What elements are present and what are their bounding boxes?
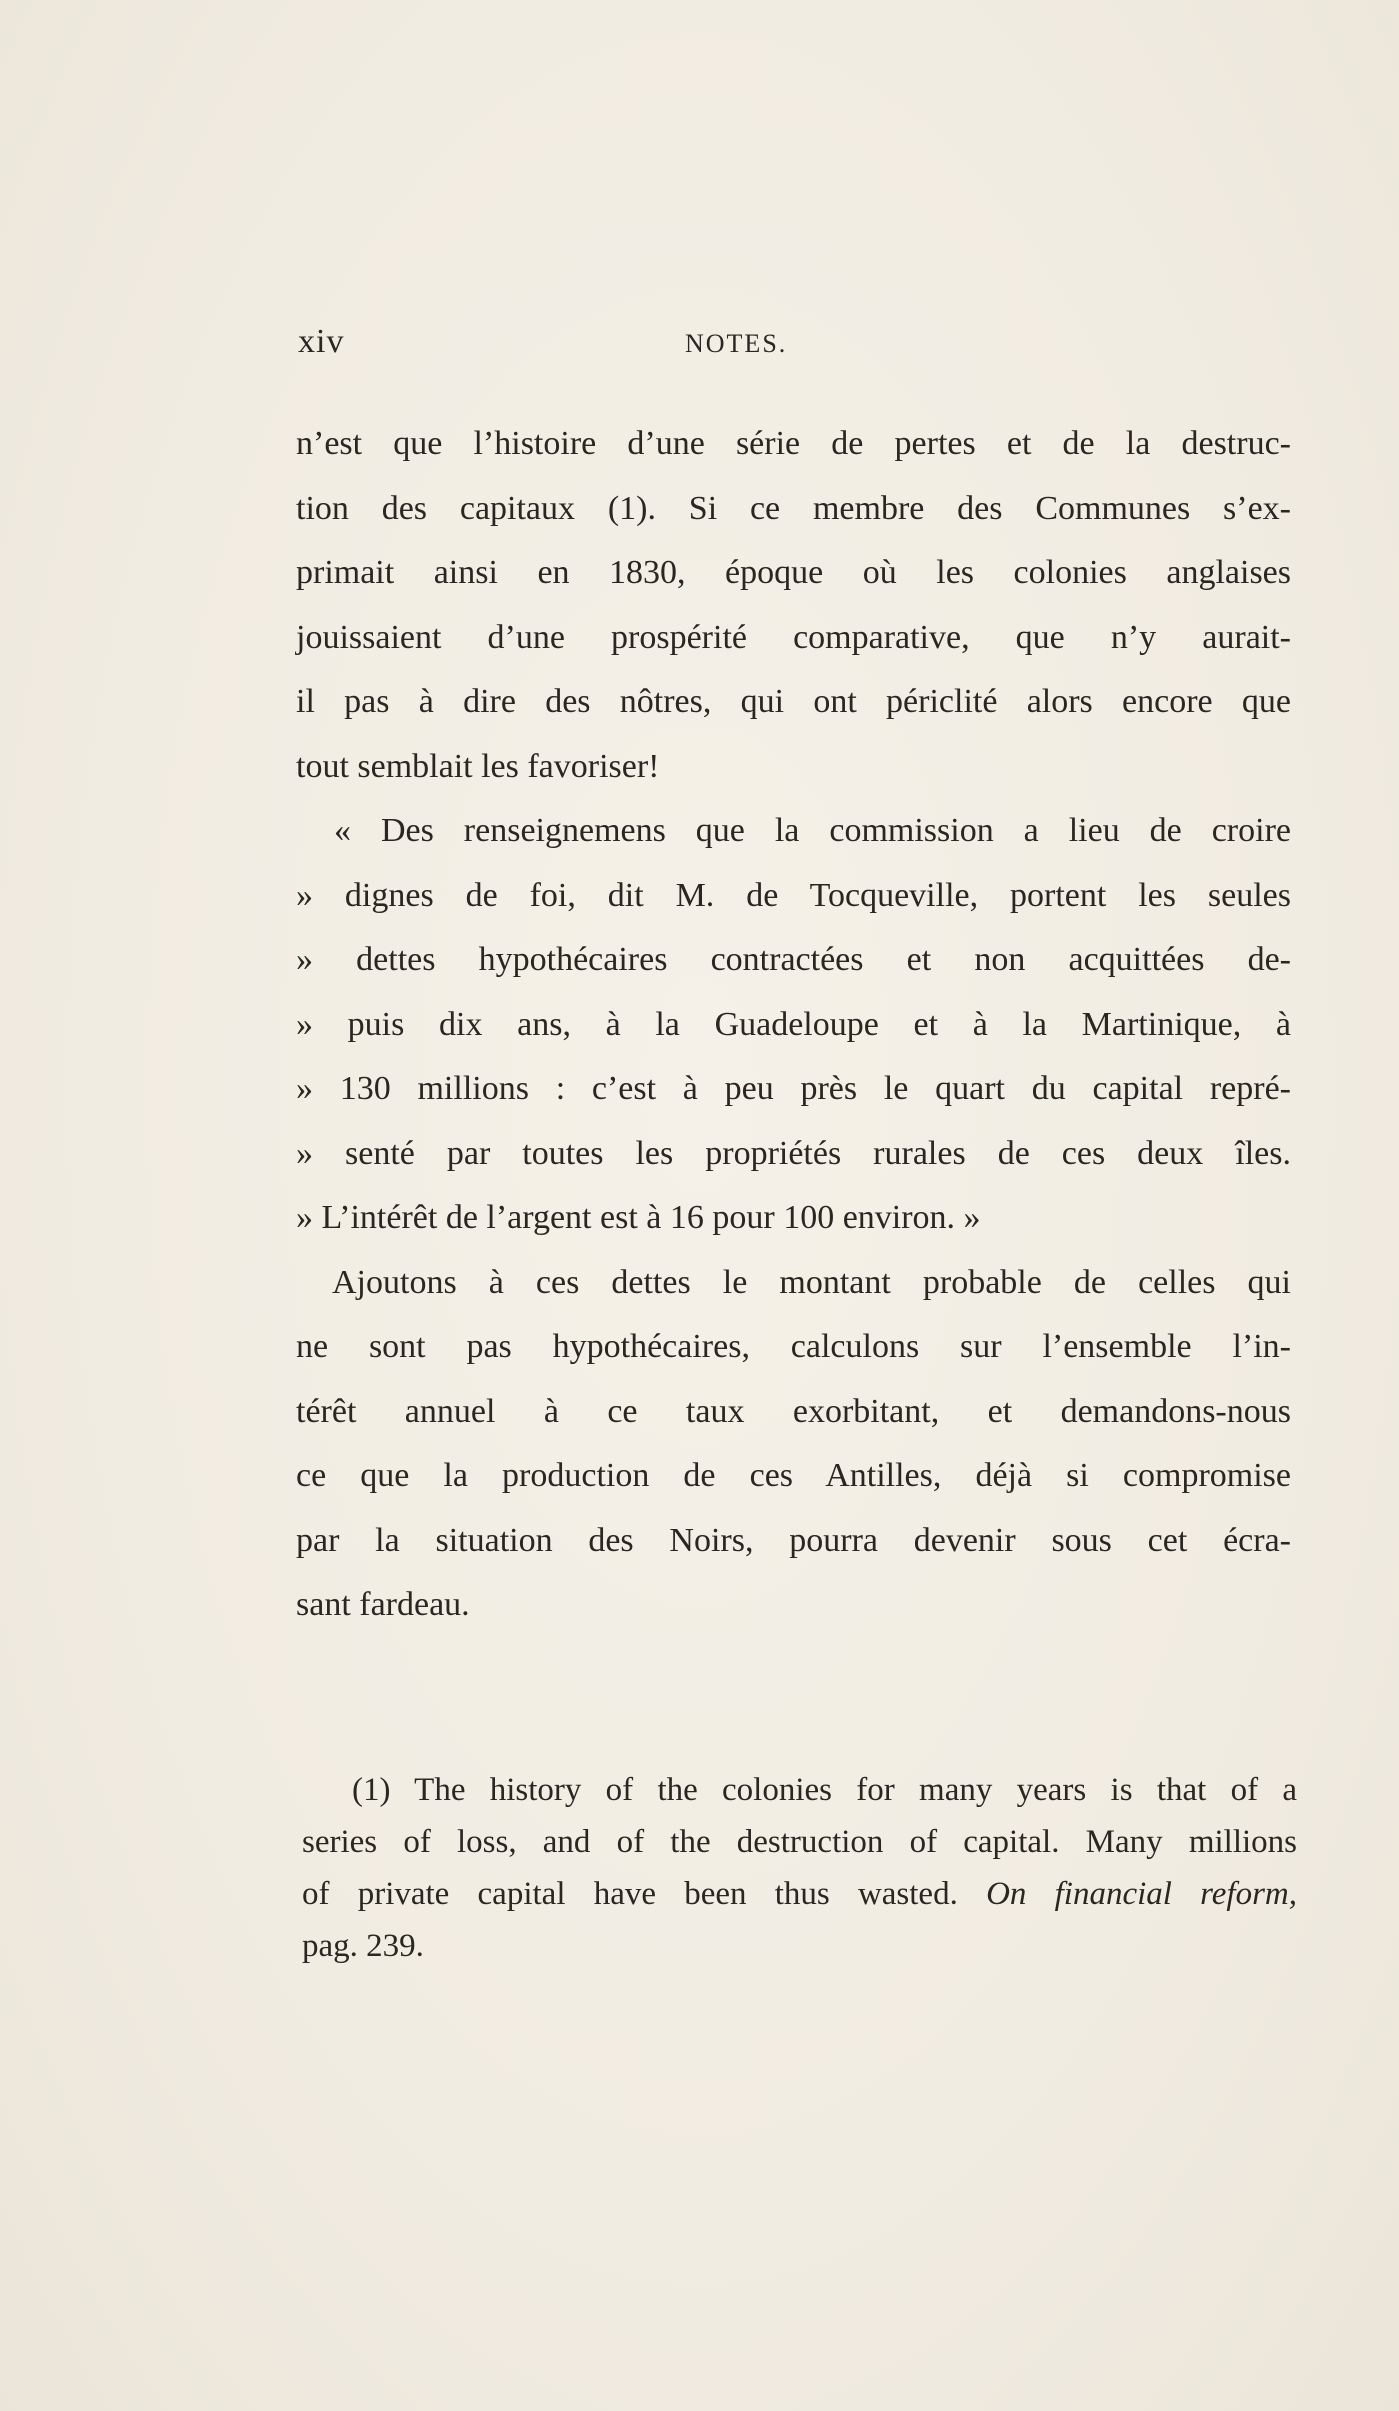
text-line: ce que la production de ces Antilles, déjà si compromise — [296, 1457, 1291, 1494]
quote-line: » 130 millions : c’est à peu près le quart du capital repré- — [296, 1070, 1291, 1107]
footnote-line: pag. 239. — [302, 1928, 424, 1964]
quote-line: » dignes de foi, dit M. de Tocqueville, portent les seules — [296, 876, 1291, 914]
quote-line: » dettes hypothécaires contractées et non acquittées de- — [296, 941, 1291, 978]
footnote-line: series of loss, and of the destruction of capital. Many millions — [302, 1824, 1297, 1860]
running-head: NOTES. — [685, 329, 788, 358]
footnote-line — [302, 1868, 1297, 1920]
footnote — [302, 1764, 1297, 1972]
body-text — [296, 412, 1291, 1638]
quote-line: » senté par toutes les propriétés rurales de ces deux îles. — [296, 1134, 1291, 1172]
quote-line: « Des renseignemens que la commission a lieu de croire — [334, 812, 1291, 849]
text-line: sant fardeau. — [296, 1586, 470, 1623]
footnote-citation: On financial reform, — [986, 1876, 1298, 1912]
text-line: Ajoutons à ces dettes le montant probable de celles qui — [332, 1263, 1291, 1301]
text-line: jouissaient d’une prospérité comparative, que n’y aurait- — [296, 618, 1291, 656]
text-line: n’est que l’histoire d’une série de pertes et de la destruc- — [296, 425, 1291, 462]
footnote-line: (1) The history of the colonies for many years is that of a — [352, 1772, 1297, 1808]
footnote-text: of private capital have been thus wasted. — [302, 1876, 958, 1912]
text-line: tout semblait les favoriser! — [296, 747, 660, 785]
text-line: ne sont pas hypothécaires, calculons sur l’ensemble l’in- — [296, 1328, 1291, 1365]
text-line: il pas à dire des nôtres, qui ont périclité alors encore que — [296, 683, 1291, 720]
quote-line: » puis dix ans, à la Guadeloupe et à la Martinique, à — [296, 1005, 1291, 1043]
text-line: térêt annuel à ce taux exorbitant, et demandons-nous — [296, 1392, 1291, 1430]
text-line: tion des capitaux (1). Si ce membre des Communes s’ex- — [296, 489, 1291, 527]
text-line: primait ainsi en 1830, époque où les colonies anglaises — [296, 554, 1291, 591]
page-number: xiv — [298, 323, 345, 360]
text-line: par la situation des Noirs, pourra devenir sous cet écra- — [296, 1521, 1291, 1559]
quote-line: » L’intérêt de l’argent est à 16 pour 100 environ. » — [296, 1199, 981, 1236]
page-header — [298, 323, 1283, 367]
